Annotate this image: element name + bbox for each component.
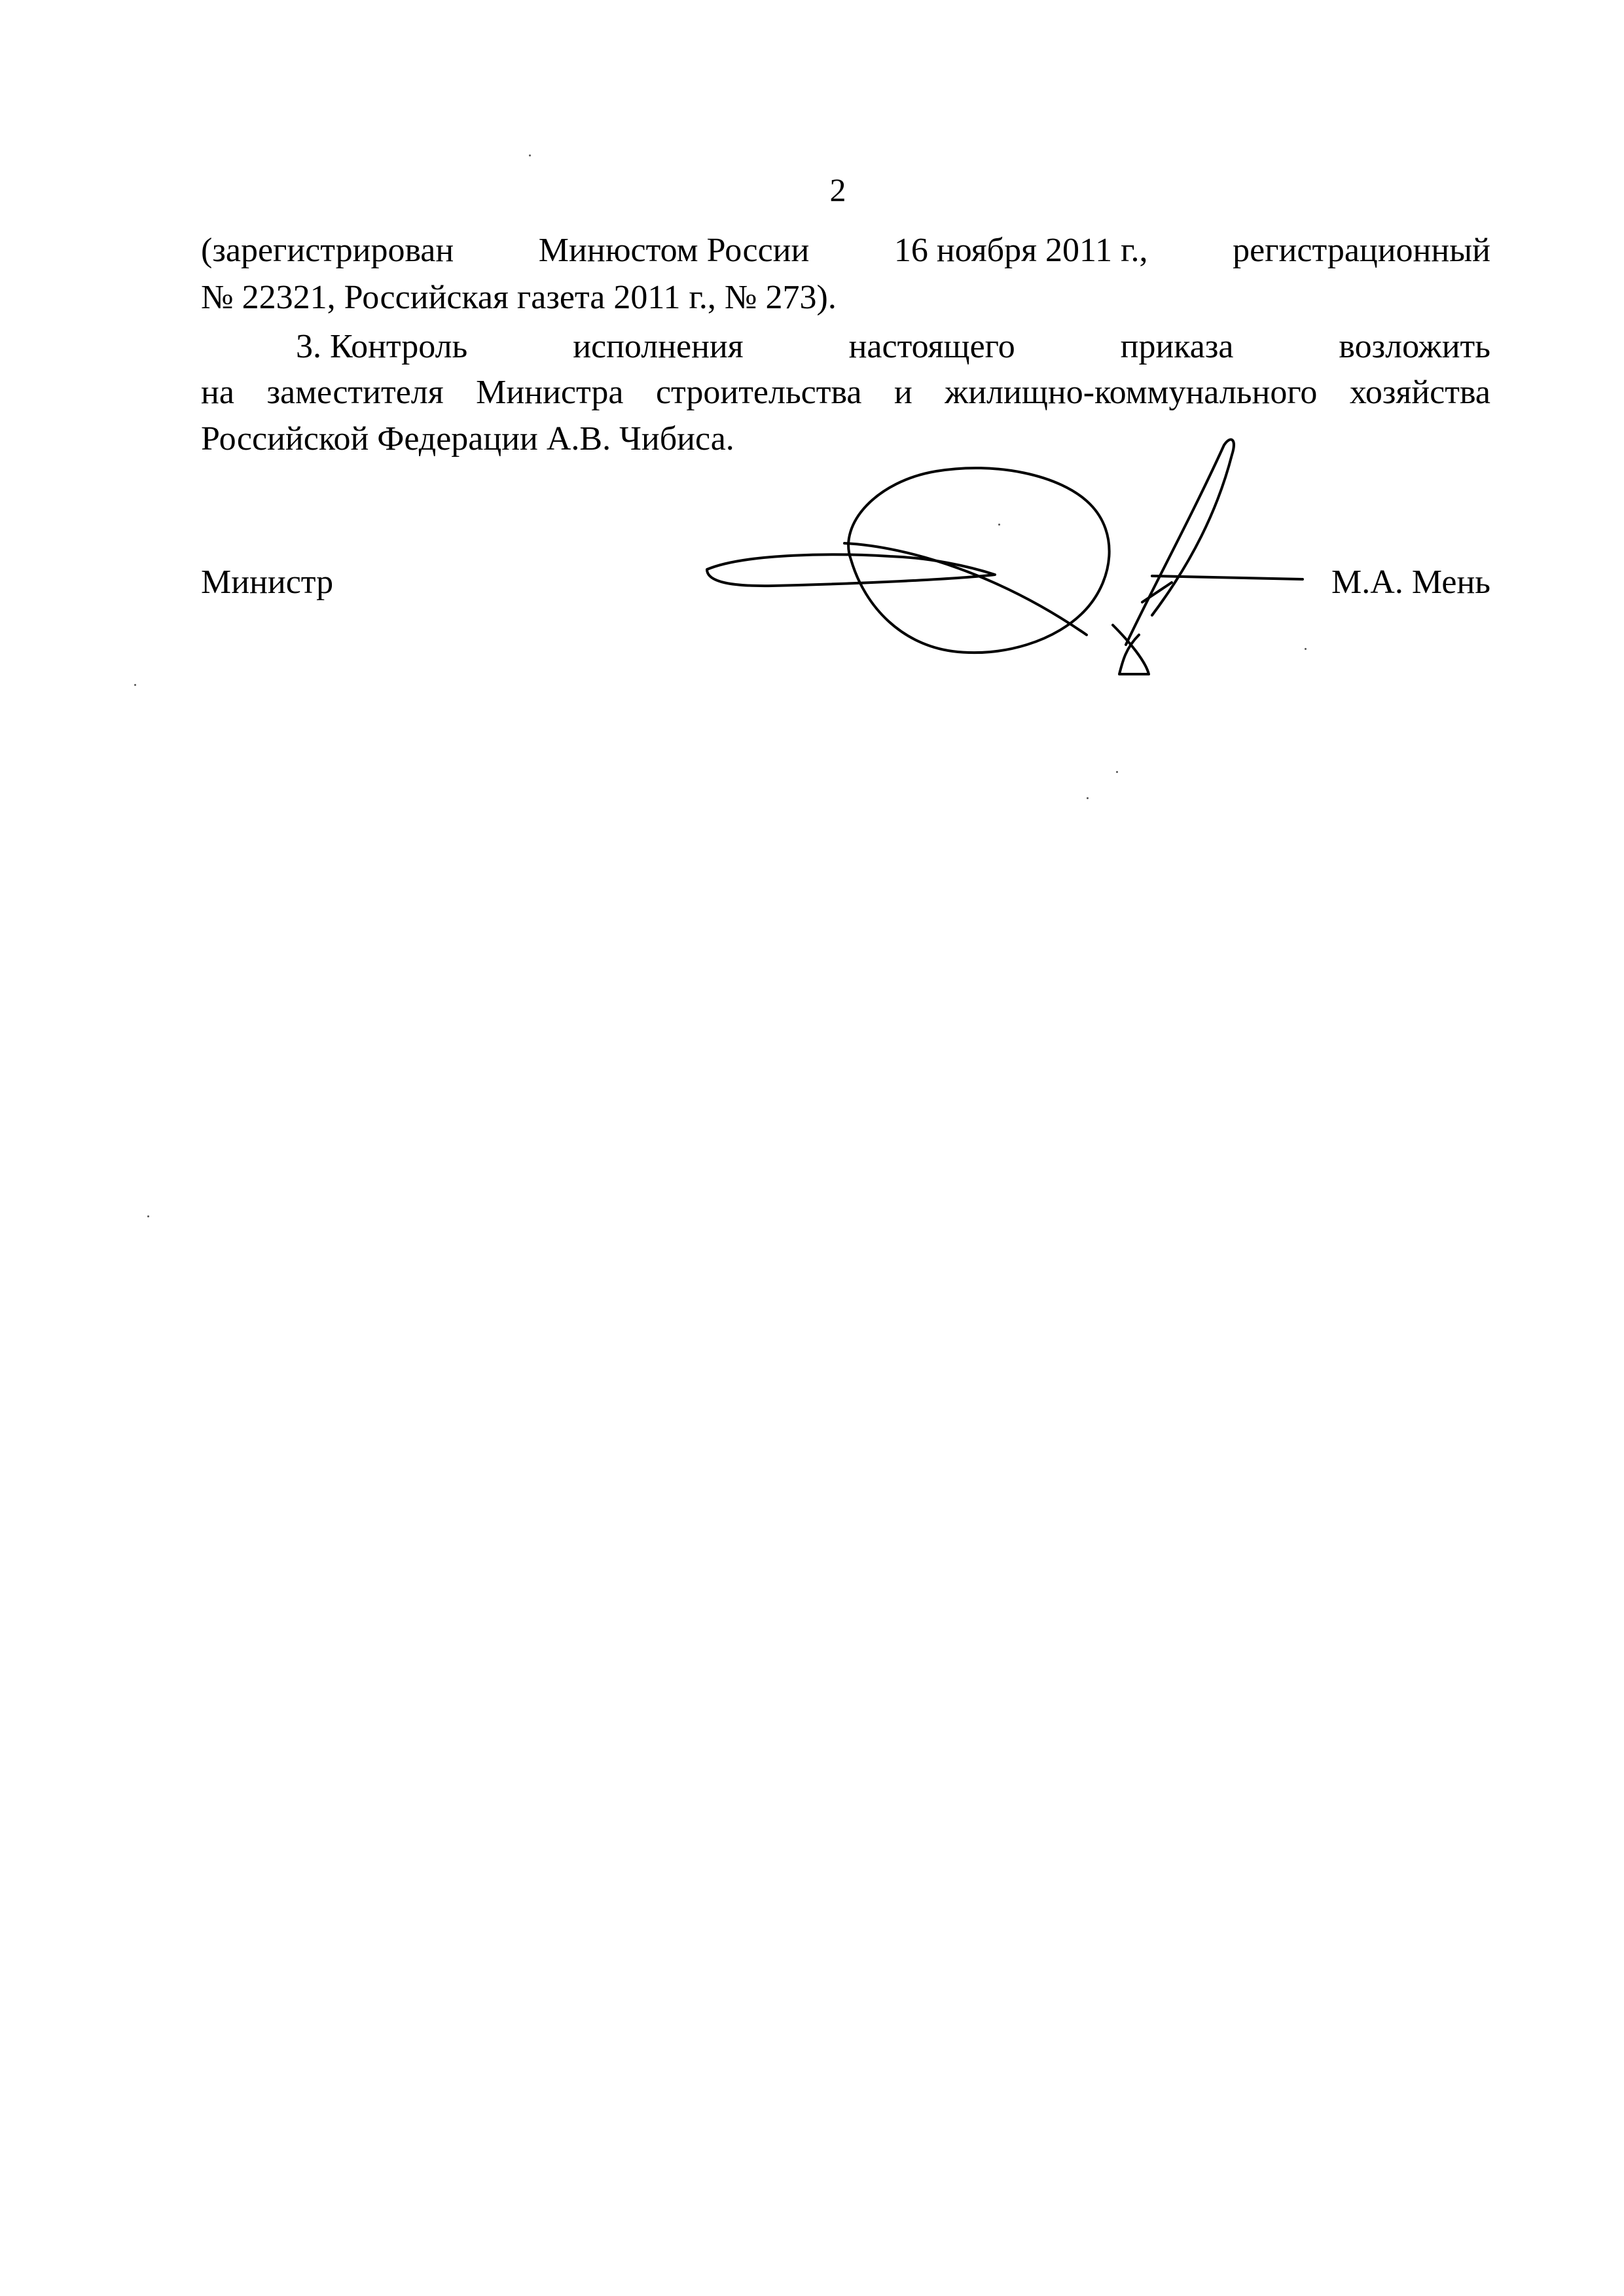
word: 16 ноября 2011 г., <box>893 232 1148 269</box>
paragraph-line-2: № 22321, Российская газета 2011 г., № 273). <box>201 279 837 316</box>
word: приказа <box>1120 328 1234 365</box>
scan-speck <box>147 1215 149 1217</box>
item3-line-2 <box>201 370 1490 416</box>
word: строительства <box>655 374 862 411</box>
word: на <box>201 374 234 411</box>
scan-speck <box>1305 648 1307 650</box>
item3-line-3: Российской Федерации А.В. Чибиса. <box>201 420 734 457</box>
scan-speck <box>1087 797 1089 799</box>
signatory-position: Министр <box>201 564 334 601</box>
word: регистрационный <box>1233 232 1490 269</box>
word: исполнения <box>573 328 744 365</box>
scan-speck <box>998 524 1000 526</box>
word: Министра <box>476 374 624 411</box>
word: 3. Контроль <box>296 328 468 365</box>
scan-speck <box>529 154 531 156</box>
page-number: 2 <box>829 171 846 208</box>
word: настоящего <box>848 328 1015 365</box>
signatory-name: М.А. Мень <box>1331 564 1490 601</box>
scan-speck <box>1116 771 1118 773</box>
item3-line-1 <box>296 324 1490 370</box>
handwritten-signature <box>694 419 1322 681</box>
word: и <box>893 374 912 411</box>
word: хозяйства <box>1349 374 1490 411</box>
word: возложить <box>1339 328 1490 365</box>
scan-speck <box>134 684 136 686</box>
paragraph-line-1 <box>201 228 1490 274</box>
word: Минюстом России <box>538 232 810 269</box>
word: жилищно-коммунального <box>945 374 1318 411</box>
word: заместителя <box>266 374 444 411</box>
word: (зарегистрирован <box>201 232 454 269</box>
